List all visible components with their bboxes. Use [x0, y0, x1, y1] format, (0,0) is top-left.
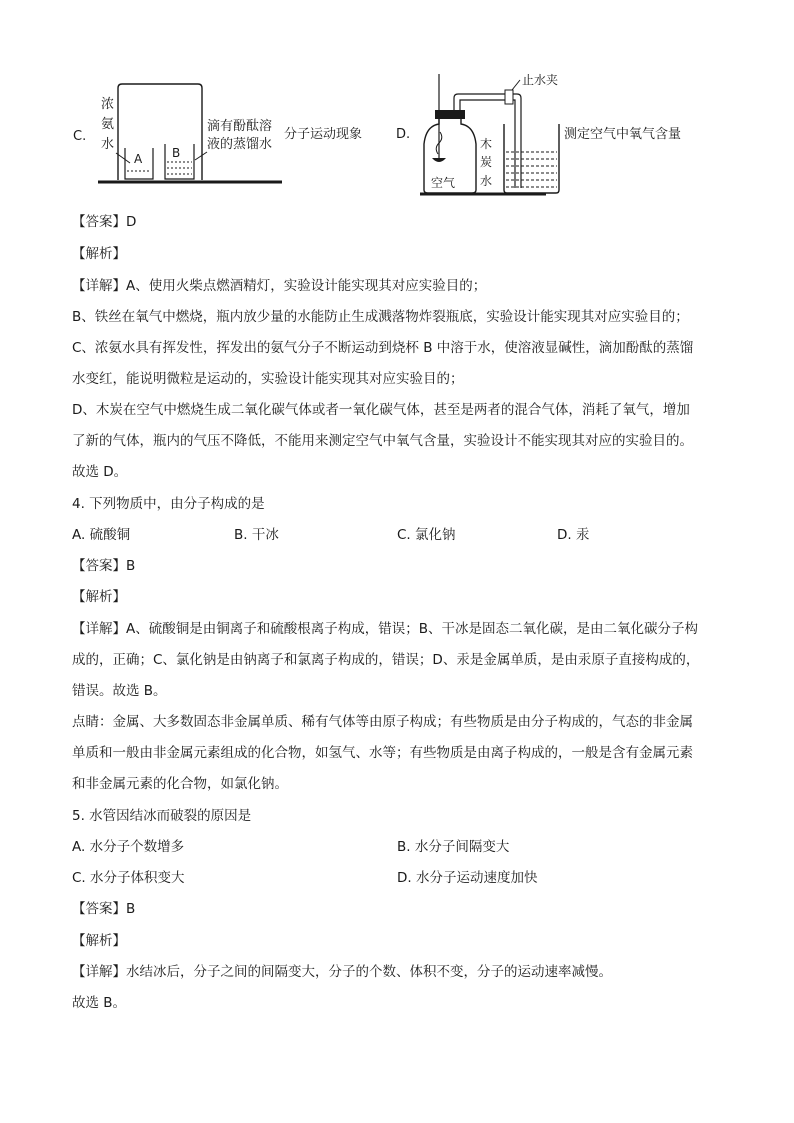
figure-d-caption: 测定空气中氧气含量 [564, 127, 682, 142]
figure-d-spoon-bowl [432, 158, 446, 162]
q4-note-3: 和非金属元素的化合物，如氯化钠。 [72, 776, 288, 792]
q5-option-b: B. 水分子间隔变大 [397, 839, 510, 855]
q4-note-1: 点睛：金属、大多数固态非金属单质、稀有气体等由原子构成；有些物质是由分子构成的，气态的非金属 [72, 714, 693, 730]
q5-option-a: A. 水分子个数增多 [72, 839, 185, 855]
q4-option-a: A. 硫酸铜 [72, 527, 131, 543]
q4-answer: 【答案】B [72, 558, 136, 574]
q3-detail-d-2: 了新的气体，瓶内的气压不降低，不能用来测定空气中氧气含量，实验设计不能实现其对应的实验目的。 [72, 433, 693, 449]
figure-c-phenolphthalein-label-2: 液的蒸馏水 [207, 137, 273, 152]
figure-d-clip-pointer [512, 80, 520, 90]
q4-detail-2: 成的，正确；C、氯化钠是由钠离子和氯离子构成的，错误；D、汞是金属单质，是由汞原子直接构成的， [72, 652, 700, 668]
figure-d-beaker-water [506, 152, 557, 187]
figure-c-ammonia-label-2: 氨 [101, 117, 115, 132]
figure-c-ammonia-label-1: 浓 [101, 97, 115, 112]
figure-d-air-label: 空气 [431, 176, 456, 190]
q4-detail-3: 错误。故选 B。 [72, 683, 167, 699]
figure-d-clip-body [505, 90, 513, 104]
q3-detail-d-1: D、木炭在空气中燃烧生成二氧化碳气体或者一氧化碳气体，甚至是两者的混合气体，消耗了氧气，增加 [72, 402, 690, 418]
figure-d-water-label: 水 [480, 174, 493, 188]
q5-option-d: D. 水分子运动速度加快 [397, 870, 538, 886]
q4-option-b: B. 干冰 [234, 527, 279, 543]
figure-c-phenolphthalein-label-1: 滴有酚酞溶 [207, 119, 273, 134]
figure-c-molecular-motion [70, 68, 390, 192]
figure-d-oxygen-content [394, 66, 704, 200]
q3-analysis-heading: 【解析】 [72, 246, 126, 262]
figure-c-caption: 分子运动现象 [284, 127, 363, 142]
figure-c-bell-jar [118, 84, 202, 180]
q3-detail-c-2: 水变红，能说明微粒是运动的，实验设计能实现其对应实验目的； [72, 371, 464, 387]
q4-option-c: C. 氯化钠 [397, 527, 456, 543]
q5-analysis-heading: 【解析】 [72, 933, 126, 949]
q3-detail-b: B、铁丝在氧气中燃烧，瓶内放少量的水能防止生成溅落物炸裂瓶底，实验设计能实现其对应实验目的； [72, 309, 689, 325]
figure-c-option-label: C. [73, 129, 87, 144]
figure-c-beaker-b-label: B [172, 146, 181, 160]
q4-question: 4. 下列物质中，由分子构成的是 [72, 496, 265, 512]
q3-answer: 【答案】D [72, 214, 137, 230]
figure-d-charcoal-label-2: 炭 [480, 155, 493, 169]
figure-d-tube-outer [454, 94, 508, 110]
q4-analysis-heading: 【解析】 [72, 589, 126, 605]
figure-d-tube-inner [460, 100, 508, 110]
q3-detail-c-1: C、浓氨水具有挥发性，挥发出的氨气分子不断运动到烧杯 B 中溶于水，使溶液显碱性，滴加酚酞的蒸馏 [72, 340, 694, 356]
q5-question: 5. 水管因结冰而破裂的原因是 [72, 808, 252, 824]
figure-d-option-label: D. [396, 127, 411, 142]
figure-d-tube-down-outer [513, 94, 521, 188]
q4-detail-1: 【详解】A、硫酸铜是由铜离子和硫酸根离子构成，错误；B、干冰是固态二氧化碳，是由二氧化碳分子构 [72, 621, 698, 637]
q5-option-c: C. 水分子体积变大 [72, 870, 185, 886]
q5-answer: 【答案】B [72, 901, 136, 917]
figure-c-pointer-line-b [195, 152, 207, 160]
figure-d-clip-label: 止水夹 [522, 73, 559, 87]
figure-c-beaker-a-label: A [134, 152, 143, 166]
q5-detail: 【详解】水结冰后，分子之间的间隔变大，分子的个数、体积不变，分子的运动速率减慢。 [72, 964, 612, 980]
q3-detail-a: 【详解】A、使用火柴点燃酒精灯，实验设计能实现其对应实验目的； [72, 278, 487, 294]
q4-note-2: 单质和一般由非金属元素组成的化合物，如氢气、水等；有些物质是由离子构成的，一般是含有金属元素 [72, 745, 693, 761]
q5-conclusion: 故选 B。 [72, 995, 127, 1011]
q3-conclusion: 故选 D。 [72, 464, 128, 480]
figure-d-tube-down-inner [513, 100, 515, 188]
figure-c-ammonia-label-3: 水 [101, 137, 115, 152]
figure-d-charcoal-label-1: 木 [480, 137, 493, 151]
q4-option-d: D. 汞 [557, 527, 590, 543]
